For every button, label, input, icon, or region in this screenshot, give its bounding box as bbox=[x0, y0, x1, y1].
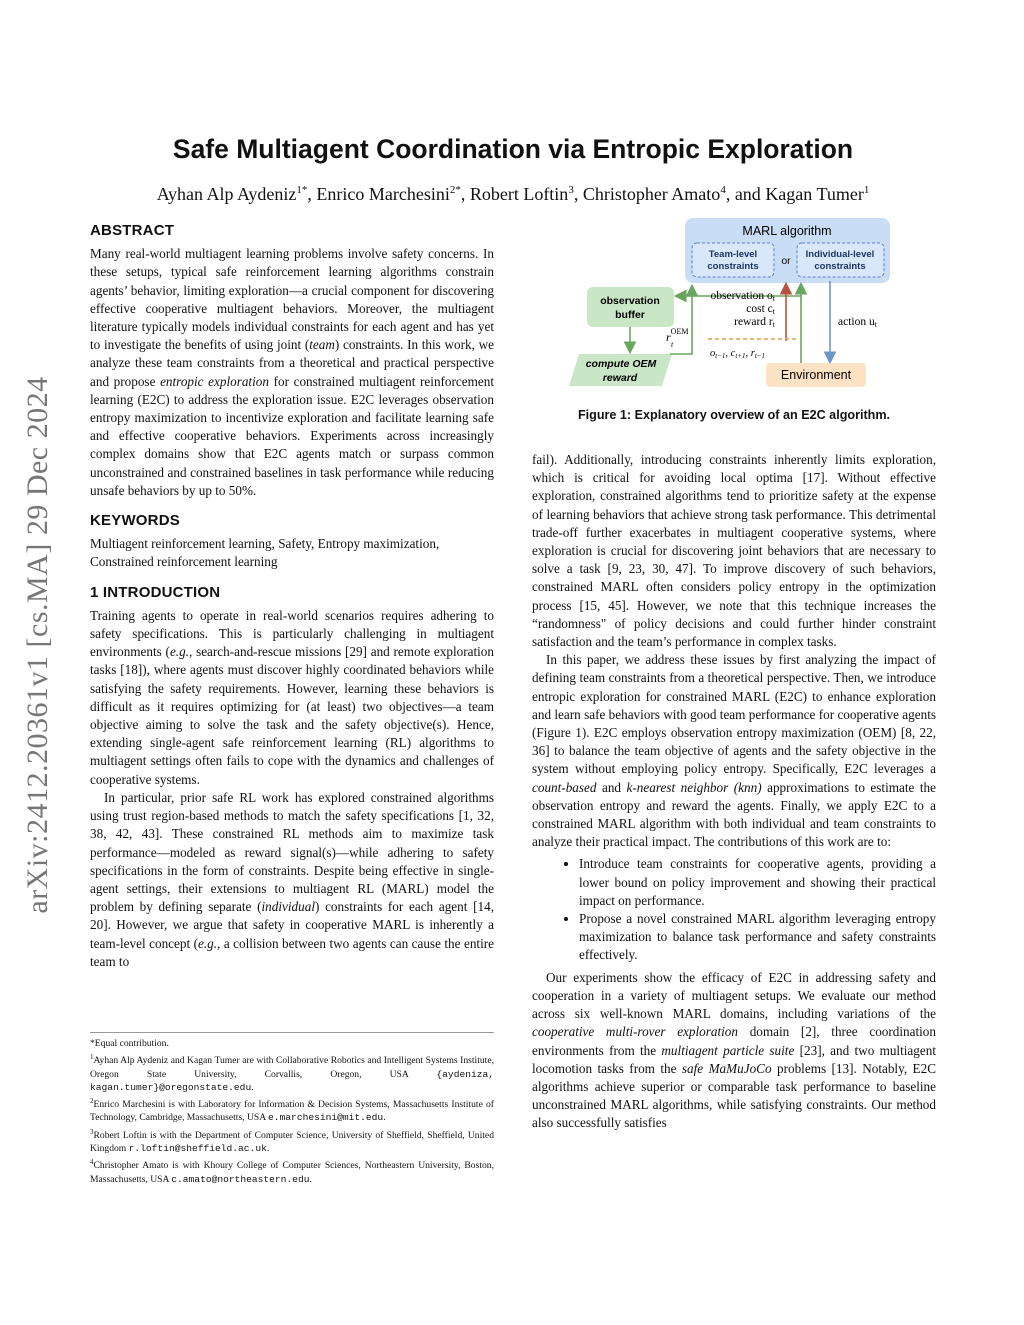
contribution-item: • Propose a novel constrained MARL algorithm leveraging entropy maximization to balance task performance and safety constraints effectively. bbox=[579, 910, 936, 965]
footnote-equal: *Equal contribution. bbox=[90, 1038, 169, 1049]
keywords-heading: KEYWORDS bbox=[90, 512, 180, 530]
observation-buffer-line2: buffer bbox=[615, 309, 645, 321]
or-label: or bbox=[781, 255, 791, 267]
observation-buffer-line1: observation bbox=[600, 295, 660, 307]
arxiv-stamp bbox=[6, 345, 70, 945]
author-affiliation-mark: 3 bbox=[568, 184, 574, 196]
right-column bbox=[532, 451, 936, 1133]
svg-text:cost ct: cost ct bbox=[746, 303, 775, 316]
author-name: Ayhan Alp Aydeniz bbox=[156, 184, 297, 204]
r-oem-label: $r^{OEM}$ bbox=[666, 327, 689, 344]
action-label: action ut bbox=[838, 316, 877, 329]
marl-title: MARL algorithm bbox=[742, 224, 832, 238]
intro-paragraph-4: In this paper, we address these issues by first analyzing the impact of defining team constraints from a theoretical perspective. Then, we introduce entropic exploration for constrained MARL (E2C) to enhance exploration and learn safe behaviors with good team performance for cooperative agents (Figure 1). E2C employs observation entropy maximization (OEM) [8, 22, 36] to balance the team objective of agents and the safety objective in the system without employing policy entropy. Specifically, E2C leverages a count-based and k-nearest neighbor (knn) approximations to estimate the observation entropy and reward the agents. Finally, we apply E2C to a constrained MARL algorithm with both individual and team constraints to analyze their practical impact. The contributions of this work are to: bbox=[532, 652, 936, 850]
author-name: Enrico Marchesini bbox=[316, 184, 450, 204]
intro-paragraph-3: fail). Additionally, introducing constraints inherently limits exploration, which is critical for avoiding local optima [17]. Without effective exploration, constrained algorithms tend to prioritize safety at the expense of learning behaviors that achieve strong task performance. This detrimental trade-off further exacerbates in multiagent cooperative systems, where exploration is crucial for discovering joint behaviors that are necessary to solve a task [9, 23, 30, 47]. To improve discovery of such behaviors, constrained MARL often considers policy entropy in the optimization process [15, 45]. However, we note that this technique increases the “randomness" of policy decisions and could further hinder constraint satisfaction and the team’s performance in complex tasks. bbox=[532, 452, 936, 650]
compute-oem-line1: compute OEM bbox=[585, 358, 657, 370]
arxiv-stamp-text: arXiv:2412.20361v1 [cs.MA] 29 Dec 2024 bbox=[21, 376, 54, 914]
observation-buffer-box bbox=[587, 287, 674, 327]
author-affiliation-mark: 2* bbox=[449, 184, 461, 196]
contribution-item: • Introduce team constraints for cooperative agents, providing a lower bound on policy improvement and showing their practical impact on performance. bbox=[579, 855, 936, 910]
team-constraints-line2: constraints bbox=[707, 261, 759, 272]
abstract-heading: ABSTRACT bbox=[90, 222, 175, 239]
intro-heading: 1 INTRODUCTION bbox=[90, 583, 221, 601]
author-affiliation-mark: 1* bbox=[296, 184, 308, 196]
footnote-4: $^4$Christopher Amato is with Khoury College of Computer Sciences, Northeastern University, Boston, Massachusetts, USA c.amato@northeastern.edu. bbox=[90, 1158, 494, 1185]
svg-text:reward rt: reward rt bbox=[734, 316, 775, 329]
paper-title: Safe Multiagent Coordination via Entropic Exploration bbox=[172, 134, 854, 164]
author-line: Ayhan Alp Aydeniz$^{1*}$, Enrico Marchesini$^{2*}$, Robert Loftin$^3$, Christopher Amato$^4$, and Kagan Tumer$^1$ bbox=[156, 184, 870, 204]
compute-oem-line2: reward bbox=[602, 372, 638, 384]
keywords-text: Multiagent reinforcement learning, Safety, Entropy maximization, Constrained reinforcement learning bbox=[90, 536, 440, 570]
individual-constraints-line2: constraints bbox=[814, 261, 866, 272]
footnote-2: $^2$Enrico Marchesini is with Laboratory for Information & Decision Systems, Massachusetts Institute of Technology, Cambridge, Massachusetts, USA e.marchesini@mit.edu. bbox=[90, 1097, 494, 1124]
team-constraints-line1: Team-level bbox=[708, 249, 758, 260]
author-name: Kagan Tumer bbox=[765, 184, 864, 204]
figure-caption: Figure 1: Explanatory overview of an E2C algorithm. bbox=[577, 408, 891, 422]
svg-text:t: t bbox=[671, 340, 674, 349]
contribution-list bbox=[532, 855, 936, 964]
footnote-3: $^3$Robert Loftin is with the Department of Computer Science, University of Sheffield, Sheffield, United Kingdom r.loftin@sheffield.ac.uk. bbox=[90, 1127, 494, 1154]
figure-1-diagram bbox=[532, 215, 936, 395]
intro-paragraph-5: Our experiments show the efficacy of E2C in addressing safety and cooperation in a variety of multiagent setups. We evaluate our method across six well-known MARL domains, including variations of the cooperative multi-rover exploration domain [2], three coordination environments from the multiagent particle suite [23], and two multiagent locomotion tasks from the safe MaMuJoCo problems [13]. Notably, E2C algorithms achieve superior or comparable task performance to baseline unconstrained MARL algorithms, while satisfying constraints. Our method also successfully satisfies bbox=[532, 969, 936, 1131]
footnotes bbox=[90, 1032, 494, 1187]
left-column bbox=[90, 222, 494, 971]
author-affiliation-mark: 1 bbox=[863, 184, 870, 196]
intro-paragraph-1: Training agents to operate in real-world scenarios requires adhering to safety specifications. This is particularly challenging in multiagent environments (e.g., search-and-rescue missions [29] and remote exploration tasks [18]), where agents must discover highly coordinated behaviors while satisfying the safety requirements. However, learning these behaviors is difficult as it requires optimizing for (at least) two objectives—a team objective aiming to solve the task and the safety objective(s). Hence, extending single-agent safe reinforcement learning (RL) algorithms to multiagent settings often fails to cope with the dynamics and challenges of cooperative systems. bbox=[90, 607, 494, 787]
author-name: Christopher Amato bbox=[582, 184, 721, 204]
author-name: Robert Loftin bbox=[469, 184, 569, 204]
environment-label: Environment bbox=[780, 368, 852, 382]
obs-cost-reward-labels: observation ot bbox=[710, 290, 775, 303]
intro-paragraph-2: In particular, prior safe RL work has explored constrained algorithms using trust region-based methods to match the safety specifications [1, 32, 38, 42, 43]. These constrained RL methods aim to maximize task performance—modeled as reward signal(s)—while adhering to safety specifications in the form of constraints. Despite being effective in single-agent settings, their extensions to multiagent RL (MARL) model the problem by defining separate (individual) constraints for each agent [14, 20]. However, we argue that safety in cooperative MARL is inherently a team-level concept (e.g., a collision between two agents can cause the entire team to bbox=[90, 789, 494, 969]
footnote-1: $^1$Ayhan Alp Aydeniz and Kagan Tumer are with Collaborative Robotics and Intelligent Systems Institute, Oregon State University, Corvallis, Oregon, USA {aydeniza, kagan.tumer}@oregonstate.edu. bbox=[90, 1053, 494, 1093]
author-affiliation-mark: 4 bbox=[720, 184, 726, 196]
individual-constraints-line1: Individual-level bbox=[805, 249, 875, 260]
abstract-text: Many real-world multiagent learning problems involve safety concerns. In these setups, typical safe reinforcement learning algorithms constrain agents’ behavior, limiting exploration—a crucial component for discovering effective cooperative multiagent behaviors. Moreover, the multiagent literature typically models individual constraints for each agent and has yet to investigate the benefits of using joint (team) constraints. In this work, we analyze these team constraints from a theoretical and practical perspective and propose entropic exploration for constrained multiagent reinforcement learning (E2C) to address the exploration issue. E2C leverages observation entropy maximization to incentivize exploration and facilitate learning safe and effective cooperative behaviors. Experiments across increasingly complex domains show that E2C agents match or surpass common unconstrained and constrained baselines in task performance while reducing unsafe behaviors by up to 50%. bbox=[90, 246, 494, 498]
previous-step-label: ot−1, ct+1, rt−1 bbox=[710, 348, 766, 360]
